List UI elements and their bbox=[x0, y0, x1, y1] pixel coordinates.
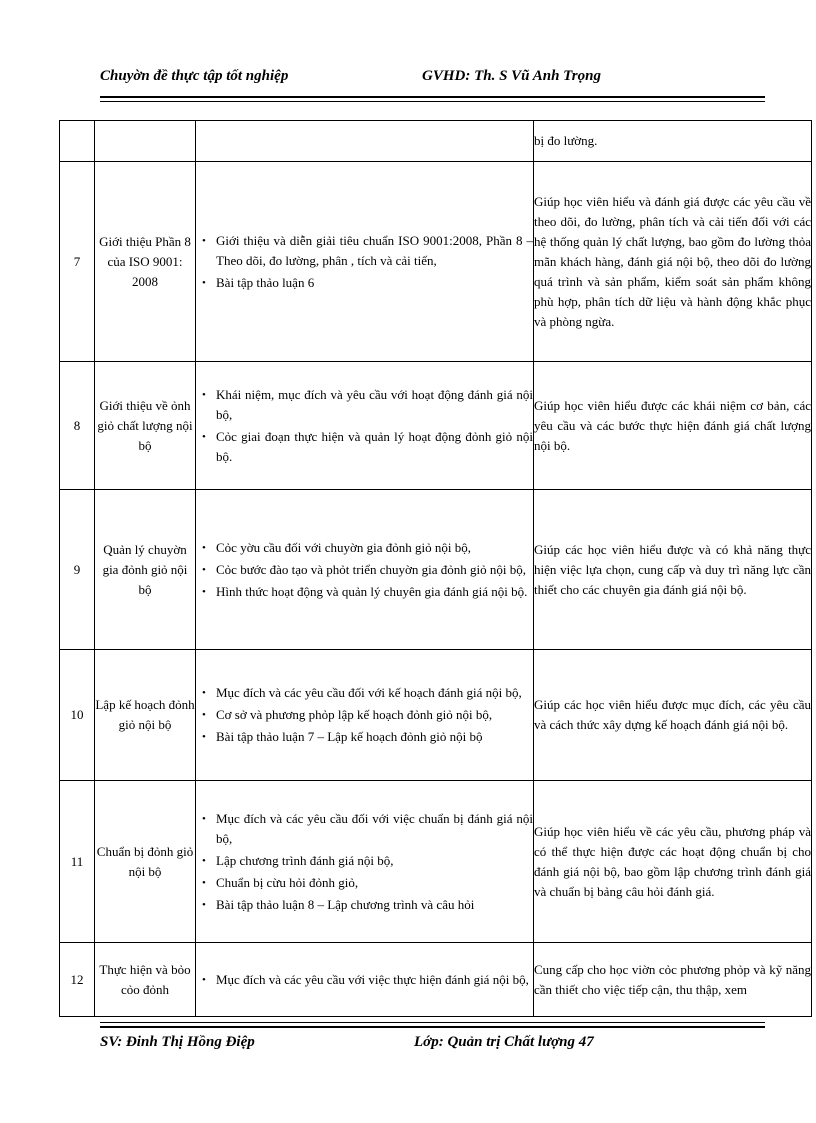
list-item: • Bài tập thảo luận 6 bbox=[216, 273, 533, 293]
content-list bbox=[196, 231, 533, 293]
header-rule-thin bbox=[100, 101, 765, 102]
list-item: • Mục đích và các yêu cầu đối với việc chuẩn bị đánh giá nội bộ, bbox=[216, 809, 533, 849]
list-item: • Chuẩn bị cừu hỏi đỏnh giỏ, bbox=[216, 873, 533, 893]
table-row bbox=[60, 943, 812, 1017]
cell-content bbox=[196, 943, 534, 1017]
header-title: Chuyờn đề thực tập tốt nghiệp bbox=[100, 68, 289, 84]
list-item: • Bài tập thảo luận 7 – Lập kế hoạch đỏnh giỏ nội bộ bbox=[216, 727, 533, 747]
list-item: • Giới thiệu và diễn giải tiêu chuẩn ISO 9001:2008, Phần 8 – Theo dõi, đo lường, phân , tích và cải tiến, bbox=[216, 231, 533, 271]
cell-goal: Giúp các học viên hiểu được và có khả năng thực hiện việc lựa chọn, cung cấp và duy trì năng lực cần thiết cho các chuyên gia đánh giá nội bộ. bbox=[534, 490, 812, 650]
cell-topic bbox=[95, 121, 196, 162]
cell-topic: Thực hiện và bỏo cỏo đỏnh bbox=[95, 943, 196, 1017]
cell-content bbox=[196, 162, 534, 362]
syllabus-table bbox=[59, 120, 812, 1017]
content-list bbox=[196, 385, 533, 467]
cell-goal: Cung cấp cho học viờn cỏc phương phỏp và kỹ năng cần thiết cho việc tiếp cận, thu thập, xem bbox=[534, 943, 812, 1017]
list-item: • Cỏc yờu cầu đối với chuyờn gia đỏnh giỏ nội bộ, bbox=[216, 538, 533, 558]
footer-class: Lớp: Quản trị Chất lượng 47 bbox=[414, 1034, 594, 1050]
cell-no bbox=[60, 121, 95, 162]
footer-student: SV: Đinh Thị Hồng Điệp bbox=[100, 1034, 255, 1050]
list-item: • Bài tập thảo luận 8 – Lập chương trình và câu hỏi bbox=[216, 895, 533, 915]
cell-goal: Giúp học viên hiểu và đánh giá được các yêu cầu về theo dõi, đo lường, phân tích và cải tiến đối với các hệ thống quản lý chất lượng, bao gồm đo lường thỏa mãn khách hàng, đánh giá nội bộ, theo dõi đo lường quá trình và sản phẩm, kiểm soát sản phẩm không phù hợp, phân tích dữ liệu và hành động khắc phục và phòng ngừa. bbox=[534, 162, 812, 362]
cell-content bbox=[196, 362, 534, 490]
table-row bbox=[60, 362, 812, 490]
cell-content bbox=[196, 650, 534, 781]
cell-no: 12 bbox=[60, 943, 95, 1017]
table-row bbox=[60, 781, 812, 943]
cell-no: 10 bbox=[60, 650, 95, 781]
list-item: • Hình thức hoạt động và quản lý chuyên gia đánh giá nội bộ. bbox=[216, 582, 533, 602]
list-item: • Cỏc bước đào tạo và phỏt triển chuyờn gia đỏnh giỏ nội bộ, bbox=[216, 560, 533, 580]
table-row bbox=[60, 162, 812, 362]
content-list bbox=[196, 809, 533, 915]
cell-topic: Giới thiệu về ỏnh giỏ chất lượng nội bộ bbox=[95, 362, 196, 490]
footer-rule-thin bbox=[100, 1022, 765, 1023]
cell-no: 7 bbox=[60, 162, 95, 362]
table-row bbox=[60, 490, 812, 650]
cell-content bbox=[196, 121, 534, 162]
cell-content bbox=[196, 781, 534, 943]
cell-no: 8 bbox=[60, 362, 95, 490]
content-list bbox=[196, 683, 533, 747]
cell-no: 11 bbox=[60, 781, 95, 943]
cell-no: 9 bbox=[60, 490, 95, 650]
table-row bbox=[60, 650, 812, 781]
cell-topic: Lập kế hoạch đỏnh giỏ nội bộ bbox=[95, 650, 196, 781]
header-rule-thick bbox=[100, 96, 765, 98]
cell-topic: Giới thiệu Phần 8 của ISO 9001: 2008 bbox=[95, 162, 196, 362]
list-item: • Cỏc giai đoạn thực hiện và quản lý hoạt động đỏnh giỏ nội bộ. bbox=[216, 427, 533, 467]
list-item: • Cơ sở và phương phỏp lập kế hoạch đỏnh giỏ nội bộ, bbox=[216, 705, 533, 725]
list-item: • Mục đích và các yêu cầu đối với kế hoạch đánh giá nội bộ, bbox=[216, 683, 533, 703]
cell-topic: Chuẩn bị đỏnh giỏ nội bộ bbox=[95, 781, 196, 943]
header-advisor: GVHD: Th. S Vũ Anh Trọng bbox=[422, 68, 601, 84]
list-item: • Khái niệm, mục đích và yêu cầu với hoạt động đánh giá nội bộ, bbox=[216, 385, 533, 425]
cell-goal: bị đo lường. bbox=[534, 121, 812, 162]
cell-goal: Giúp học viên hiểu được các khái niệm cơ bản, các yêu cầu và các bước thực hiện đánh giá chất lượng nội bộ. bbox=[534, 362, 812, 490]
table-row-continued bbox=[60, 121, 812, 162]
cell-goal: Giúp các học viên hiểu được mục đích, các yêu cầu và cách thức xây dựng kế hoạch đánh giá nội bộ. bbox=[534, 650, 812, 781]
footer-rule-thick bbox=[100, 1026, 765, 1028]
cell-topic: Quản lý chuyờn gia đỏnh giỏ nội bộ bbox=[95, 490, 196, 650]
list-item: • Mục đích và các yêu cầu với việc thực hiện đánh giá nội bộ, bbox=[216, 970, 533, 990]
list-item: • Lập chương trình đánh giá nội bộ, bbox=[216, 851, 533, 871]
cell-content bbox=[196, 490, 534, 650]
content-list bbox=[196, 970, 533, 990]
content-list bbox=[196, 538, 533, 602]
cell-goal: Giúp học viên hiểu về các yêu cầu, phương pháp và có thể thực hiện được các hoạt động chuẩn bị cho đánh giá nội bộ, bao gồm lập chương trình đánh giá và chuẩn bị bảng câu hỏi đánh giá. bbox=[534, 781, 812, 943]
page-header bbox=[100, 66, 765, 96]
